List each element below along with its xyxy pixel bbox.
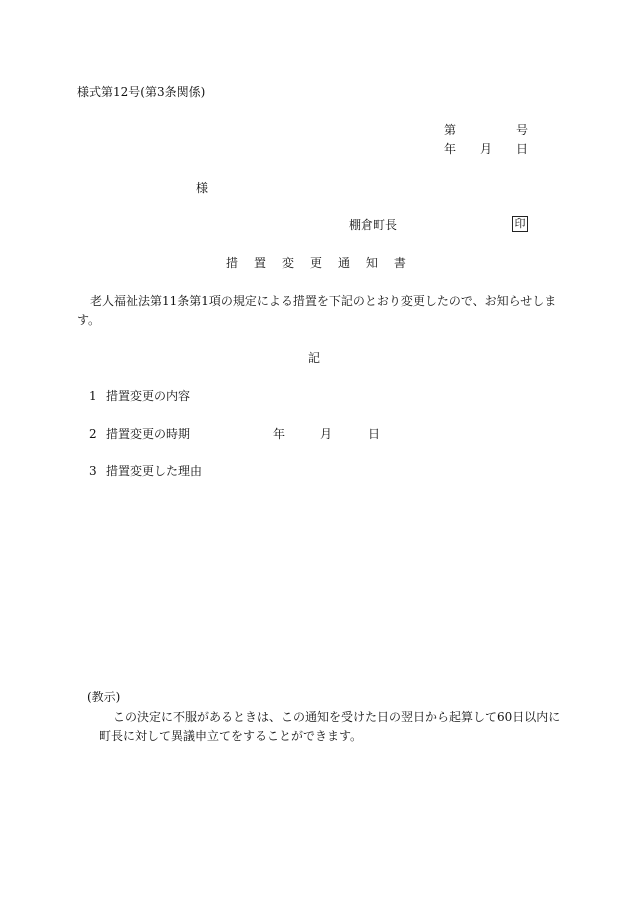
- issue-date-year: 年: [444, 142, 457, 156]
- notice-heading: (教示): [87, 690, 121, 704]
- title-char: 置: [253, 256, 266, 270]
- title-char: 書: [393, 256, 406, 270]
- notice-text-line-2: 町長に対して異議申立てをすることができます。: [99, 729, 363, 743]
- form-number: 様式第12号(第3条関係): [77, 85, 206, 99]
- ki-heading: 記: [308, 351, 321, 365]
- body-text-line-2: す。: [77, 313, 101, 327]
- issuer-name: 棚倉町長: [349, 218, 398, 232]
- title-char: 措: [226, 256, 239, 270]
- addressee-honorific: 様: [196, 181, 209, 195]
- issue-date-month: 月: [480, 142, 493, 156]
- title-char: 知: [365, 256, 378, 270]
- item-2-day: 日: [368, 427, 381, 441]
- item-2-year: 年: [273, 427, 286, 441]
- title-char: 変: [281, 256, 294, 270]
- document-number-prefix: 第: [444, 123, 457, 137]
- document-title: [226, 257, 406, 269]
- title-char: 通: [337, 256, 350, 270]
- document-number-suffix: 号: [516, 123, 529, 137]
- item-number-3: 3: [89, 464, 97, 478]
- title-char: 更: [309, 256, 322, 270]
- item-number-2: 2: [89, 427, 97, 441]
- item-label-3: 措置変更した理由: [106, 464, 203, 478]
- body-text-line-1: 老人福祉法第11条第1項の規定による措置を下記のとおり変更したので、お知らせしま: [90, 294, 557, 308]
- issue-date-day: 日: [516, 142, 529, 156]
- seal-stamp: 印: [512, 216, 528, 232]
- item-number-1: 1: [89, 389, 97, 403]
- item-label-2: 措置変更の時期: [106, 427, 191, 441]
- item-2-month: 月: [320, 427, 333, 441]
- item-label-1: 措置変更の内容: [106, 389, 191, 403]
- notice-text-line-1: この決定に不服があるときは、この通知を受けた日の翌日から起算して60日以内に: [113, 710, 561, 724]
